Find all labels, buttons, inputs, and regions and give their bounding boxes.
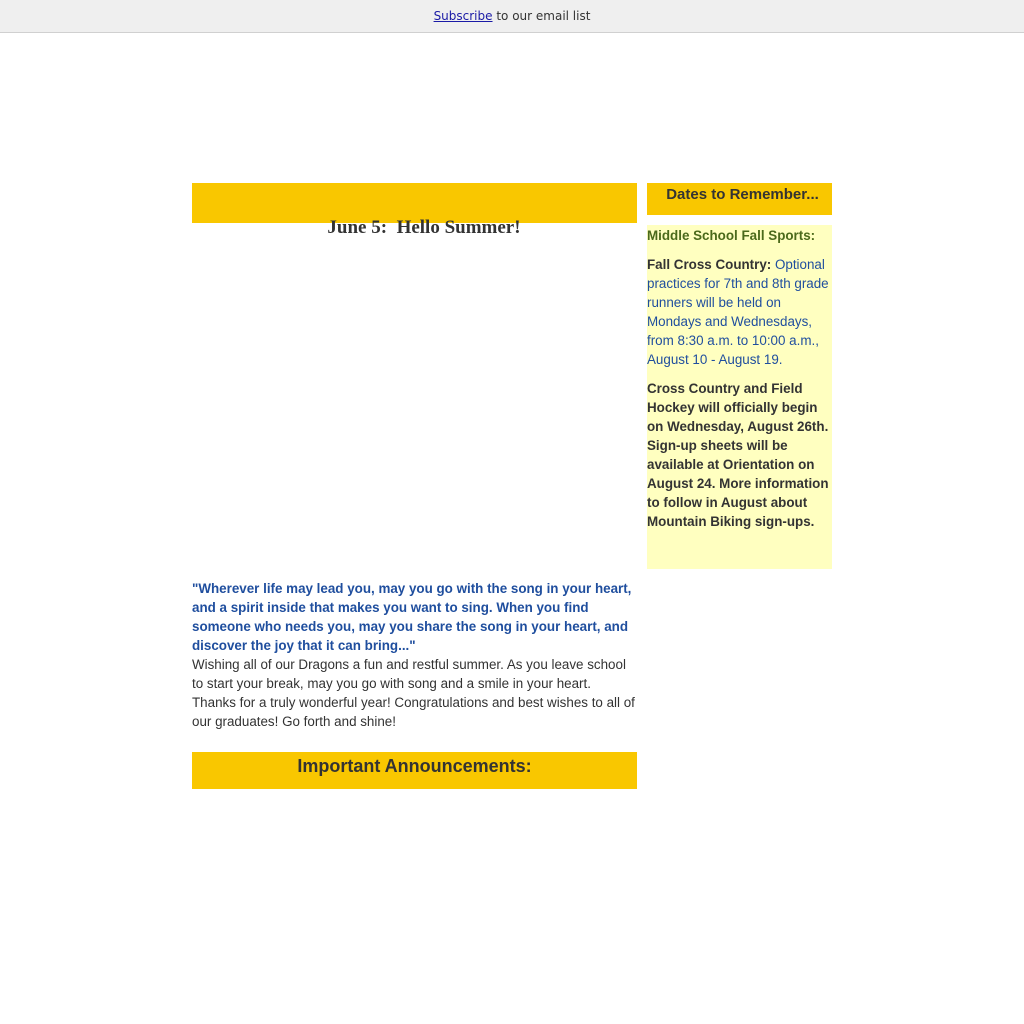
subscribe-suffix-text: to our email list — [492, 9, 591, 23]
dates-title: Dates to Remember... — [666, 186, 819, 203]
subscribe-link[interactable]: Subscribe — [433, 9, 493, 23]
dates-box — [647, 225, 832, 569]
official-start-item: Cross Country and Field Hockey will officially begin on Wednesday, August 26th. Sign-up sheets will be available at Orientation on August 24. More information to follow in August about Mountain Biking sign-ups. — [647, 381, 829, 529]
hero-title-bar — [192, 183, 637, 238]
summer-quote: "Wherever life may lead you, may you go with the song in your heart, and a spirit inside that makes you want to sing. When you find someone who needs you, may you share the song in your heart, and discover the joy that it can bring..." — [192, 581, 632, 653]
announcements-title: Important Announcements: — [297, 756, 532, 776]
sidebar-column — [647, 183, 832, 569]
cross-country-text: Optional practices for 7th and 8th grade runners will be held on Mondays and Wednesdays, from 8:30 a.m. to 10:00 a.m., August 10 - August 19. — [647, 257, 829, 367]
hero-image-area — [192, 223, 637, 573]
hero-title: June 5: Hello Summer! — [327, 217, 521, 238]
summer-message: Wishing all of our Dragons a fun and restful summer. As you leave school to start your break, may you go with song and a smile in your heart. Thanks for a truly wonderful year! Congratulations and best wishes to all of our graduates! Go forth and shine! — [192, 657, 635, 729]
cross-country-label: Fall Cross Country: — [647, 257, 772, 272]
announcements-title-bar — [192, 752, 637, 789]
email-subscribe-bar — [0, 0, 1024, 33]
cross-country-item — [647, 255, 832, 369]
fall-sports-heading: Middle School Fall Sports: — [647, 228, 816, 243]
dates-title-bar — [647, 183, 832, 215]
main-column — [192, 183, 637, 789]
